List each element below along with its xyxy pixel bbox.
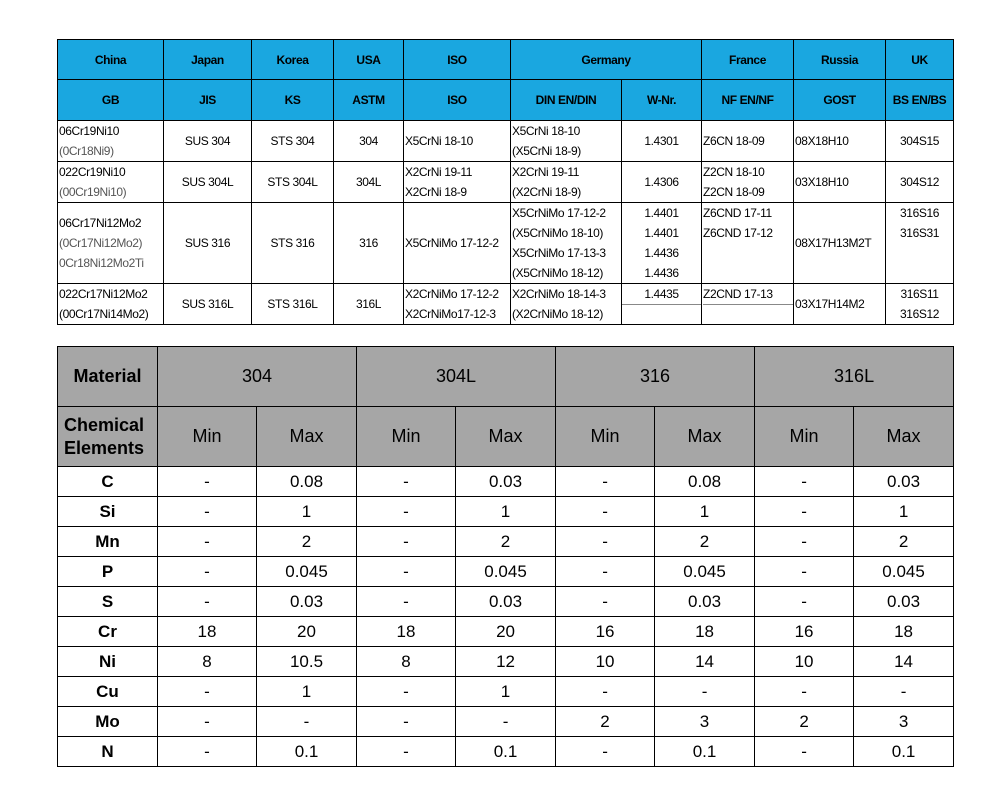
din-grade: X5CrNiMo 17-13-3 bbox=[512, 246, 606, 260]
min-value-cell: - bbox=[158, 677, 257, 707]
element-cell: Cr bbox=[58, 617, 158, 647]
min-value-cell: 16 bbox=[755, 617, 854, 647]
country-header: France bbox=[702, 40, 794, 80]
nf-cell bbox=[702, 162, 794, 203]
bs-grade: 316S11 bbox=[900, 287, 939, 301]
standard-header: GB bbox=[58, 80, 164, 121]
min-value-cell: - bbox=[755, 677, 854, 707]
max-value-cell: 0.1 bbox=[257, 737, 357, 767]
min-header: Min bbox=[158, 407, 257, 467]
standard-header: DIN EN/DIN bbox=[511, 80, 622, 121]
gb-cell bbox=[58, 284, 164, 325]
din-grade: X2CrNiMo 18-14-3 bbox=[512, 287, 606, 301]
country-header: Russia bbox=[794, 40, 886, 80]
max-value-cell: 0.08 bbox=[257, 467, 357, 497]
min-header: Min bbox=[556, 407, 655, 467]
max-header: Max bbox=[854, 407, 954, 467]
gb-old-grade: (00Cr19Ni10) bbox=[59, 185, 127, 199]
gost-cell: 08X17H13M2T bbox=[794, 203, 886, 284]
max-value-cell: 0.03 bbox=[854, 467, 954, 497]
table-row bbox=[58, 647, 954, 677]
max-value-cell: 1 bbox=[854, 497, 954, 527]
table-row bbox=[58, 557, 954, 587]
chemical-label-line: Chemical bbox=[64, 414, 145, 435]
wnr-value: 1.4401 bbox=[644, 206, 679, 220]
min-value-cell: - bbox=[556, 557, 655, 587]
min-value-cell: - bbox=[357, 467, 456, 497]
iso-cell bbox=[404, 162, 511, 203]
material-header-row bbox=[58, 347, 954, 407]
min-value-cell: - bbox=[158, 737, 257, 767]
max-value-cell: 3 bbox=[854, 707, 954, 737]
standard-header: ISO bbox=[404, 80, 511, 121]
gb-grade: 022Cr19Ni10 bbox=[59, 165, 126, 179]
element-cell: Cu bbox=[58, 677, 158, 707]
max-value-cell: 1 bbox=[456, 497, 556, 527]
nf-grade: Z2CND 17-13 bbox=[703, 284, 793, 305]
nf-grade: Z6CND 17-12 bbox=[703, 226, 773, 240]
din-grade: (X2CrNiMo 18-12) bbox=[512, 307, 603, 321]
iso-cell bbox=[404, 284, 511, 325]
ks-cell: STS 316L bbox=[252, 284, 334, 325]
max-value-cell: 0.08 bbox=[655, 467, 755, 497]
bs-grade: 316S16 bbox=[900, 206, 939, 220]
ks-cell: STS 316 bbox=[252, 203, 334, 284]
din-grade: (X5CrNiMo 18-10) bbox=[512, 226, 603, 240]
max-value-cell: 20 bbox=[456, 617, 556, 647]
country-header: UK bbox=[886, 40, 954, 80]
min-value-cell: - bbox=[158, 557, 257, 587]
min-value-cell: - bbox=[158, 707, 257, 737]
wnr-cell bbox=[622, 203, 702, 284]
table-row bbox=[58, 162, 954, 203]
nf-cell bbox=[702, 121, 794, 162]
bs-grade: 316S12 bbox=[900, 307, 939, 321]
min-value-cell: - bbox=[158, 497, 257, 527]
din-grade: (X5CrNiMo 18-12) bbox=[512, 266, 603, 280]
min-value-cell: 16 bbox=[556, 617, 655, 647]
max-value-cell: 1 bbox=[456, 677, 556, 707]
max-value-cell: 2 bbox=[456, 527, 556, 557]
iso-cell bbox=[404, 203, 511, 284]
composition-body bbox=[58, 467, 954, 767]
max-value-cell: 1 bbox=[257, 677, 357, 707]
max-value-cell: 0.1 bbox=[456, 737, 556, 767]
wnr-value: 1.4401 bbox=[644, 226, 679, 240]
max-value-cell: 18 bbox=[854, 617, 954, 647]
min-value-cell: 18 bbox=[357, 617, 456, 647]
standard-header-row bbox=[58, 80, 954, 121]
min-value-cell: - bbox=[357, 737, 456, 767]
standard-header: JIS bbox=[164, 80, 252, 121]
max-value-cell: 2 bbox=[257, 527, 357, 557]
min-header: Min bbox=[357, 407, 456, 467]
max-value-cell: 0.03 bbox=[655, 587, 755, 617]
min-value-cell: - bbox=[755, 467, 854, 497]
wnr-value: 1.4301 bbox=[644, 134, 679, 148]
max-header: Max bbox=[257, 407, 357, 467]
min-value-cell: - bbox=[357, 587, 456, 617]
nf-grade: Z2CN 18-09 bbox=[703, 185, 765, 199]
min-value-cell: - bbox=[556, 677, 655, 707]
gb-grade: 06Cr19Ni10 bbox=[59, 124, 120, 138]
iso-grade: X5CrNiMo 17-12-2 bbox=[405, 236, 499, 250]
min-value-cell: - bbox=[556, 737, 655, 767]
gb-cell bbox=[58, 121, 164, 162]
min-value-cell: 10 bbox=[556, 647, 655, 677]
wnr-value: 1.4436 bbox=[644, 266, 679, 280]
min-value-cell: 8 bbox=[158, 647, 257, 677]
table-row bbox=[58, 737, 954, 767]
gost-cell: 03X18H10 bbox=[794, 162, 886, 203]
min-value-cell: 2 bbox=[755, 707, 854, 737]
country-header: Korea bbox=[252, 40, 334, 80]
standard-header: GOST bbox=[794, 80, 886, 121]
element-cell: C bbox=[58, 467, 158, 497]
max-value-cell: 12 bbox=[456, 647, 556, 677]
max-value-cell: 14 bbox=[854, 647, 954, 677]
nf-cell bbox=[702, 284, 794, 325]
chemical-composition-table bbox=[57, 346, 954, 767]
nf-grade: Z2CN 18-10 bbox=[703, 165, 765, 179]
wnr-cell bbox=[622, 284, 702, 325]
din-grade: X5CrNiMo 17-12-2 bbox=[512, 206, 606, 220]
bs-grade: 316S31 bbox=[900, 226, 939, 240]
min-value-cell: - bbox=[755, 557, 854, 587]
max-value-cell: 2 bbox=[854, 527, 954, 557]
min-value-cell: - bbox=[357, 677, 456, 707]
max-value-cell: 20 bbox=[257, 617, 357, 647]
max-value-cell: 2 bbox=[655, 527, 755, 557]
element-cell: Si bbox=[58, 497, 158, 527]
country-header-row bbox=[58, 40, 954, 80]
jis-cell: SUS 316 bbox=[164, 203, 252, 284]
min-value-cell: - bbox=[158, 467, 257, 497]
min-value-cell: 18 bbox=[158, 617, 257, 647]
nf-cell bbox=[702, 203, 794, 284]
min-value-cell: 10 bbox=[755, 647, 854, 677]
min-value-cell: 2 bbox=[556, 707, 655, 737]
max-value-cell: 0.045 bbox=[257, 557, 357, 587]
max-value-cell: 14 bbox=[655, 647, 755, 677]
element-cell: Mo bbox=[58, 707, 158, 737]
element-cell: S bbox=[58, 587, 158, 617]
nf-grade: Z6CN 18-09 bbox=[703, 134, 765, 148]
gost-cell: 03X17H14M2 bbox=[794, 284, 886, 325]
gb-old-grade: (0Cr18Ni9) bbox=[59, 144, 114, 158]
material-label: Material bbox=[58, 347, 158, 407]
jis-cell: SUS 316L bbox=[164, 284, 252, 325]
gb-old-grade: (0Cr17Ni12Mo2) bbox=[59, 236, 143, 250]
material-header: 316L bbox=[755, 347, 954, 407]
element-cell: P bbox=[58, 557, 158, 587]
min-value-cell: - bbox=[158, 527, 257, 557]
min-value-cell: - bbox=[556, 587, 655, 617]
max-value-cell: 1 bbox=[257, 497, 357, 527]
iso-grade: X2CrNiMo17-12-3 bbox=[405, 307, 496, 321]
standard-header: ASTM bbox=[334, 80, 404, 121]
min-value-cell: - bbox=[556, 527, 655, 557]
max-value-cell: 0.045 bbox=[854, 557, 954, 587]
min-header: Min bbox=[755, 407, 854, 467]
iso-cell bbox=[404, 121, 511, 162]
wnr-value: 1.4435 bbox=[622, 284, 701, 305]
wnr-cell bbox=[622, 162, 702, 203]
element-cell: Ni bbox=[58, 647, 158, 677]
element-cell: N bbox=[58, 737, 158, 767]
jis-cell: SUS 304L bbox=[164, 162, 252, 203]
min-value-cell: - bbox=[357, 527, 456, 557]
country-header: Germany bbox=[511, 40, 702, 80]
din-cell bbox=[511, 284, 622, 325]
din-grade: X2CrNi 19-11 bbox=[512, 165, 580, 179]
table-row bbox=[58, 284, 954, 325]
country-header: Japan bbox=[164, 40, 252, 80]
wnr-value: 1.4436 bbox=[644, 246, 679, 260]
max-value-cell: 10.5 bbox=[257, 647, 357, 677]
din-grade: (X2CrNi 18-9) bbox=[512, 185, 581, 199]
max-value-cell: 0.03 bbox=[257, 587, 357, 617]
table-row bbox=[58, 707, 954, 737]
din-cell bbox=[511, 162, 622, 203]
bs-cell bbox=[886, 203, 954, 284]
nf-grade: Z6CND 17-11 bbox=[703, 206, 772, 220]
din-grade: X5CrNi 18-10 bbox=[512, 124, 580, 138]
max-value-cell: 0.03 bbox=[854, 587, 954, 617]
gb-cell bbox=[58, 203, 164, 284]
table-row bbox=[58, 587, 954, 617]
min-value-cell: - bbox=[158, 587, 257, 617]
table-row bbox=[58, 527, 954, 557]
ks-cell: STS 304L bbox=[252, 162, 334, 203]
min-value-cell: - bbox=[556, 467, 655, 497]
max-value-cell: 3 bbox=[655, 707, 755, 737]
country-header: USA bbox=[334, 40, 404, 80]
material-header: 304L bbox=[357, 347, 556, 407]
iso-grade: X2CrNiMo 17-12-2 bbox=[405, 287, 499, 301]
element-cell: Mn bbox=[58, 527, 158, 557]
bs-cell bbox=[886, 121, 954, 162]
min-value-cell: - bbox=[556, 497, 655, 527]
bs-grade: 304S12 bbox=[900, 175, 939, 189]
max-value-cell: - bbox=[456, 707, 556, 737]
astm-cell: 316L bbox=[334, 284, 404, 325]
min-value-cell: - bbox=[755, 737, 854, 767]
country-header: ISO bbox=[404, 40, 511, 80]
min-value-cell: - bbox=[755, 527, 854, 557]
max-value-cell: - bbox=[655, 677, 755, 707]
country-header: China bbox=[58, 40, 164, 80]
max-value-cell: 18 bbox=[655, 617, 755, 647]
table-row bbox=[58, 617, 954, 647]
material-header: 316 bbox=[556, 347, 755, 407]
max-header: Max bbox=[456, 407, 556, 467]
material-header: 304 bbox=[158, 347, 357, 407]
max-value-cell: - bbox=[257, 707, 357, 737]
table-row bbox=[58, 467, 954, 497]
max-value-cell: - bbox=[854, 677, 954, 707]
wnr-cell bbox=[622, 121, 702, 162]
gb-old-grade: (00Cr17Ni14Mo2) bbox=[59, 307, 149, 321]
gb-old-grade: 0Cr18Ni12Mo2Ti bbox=[59, 256, 144, 270]
gb-grade: 022Cr17Ni12Mo2 bbox=[59, 287, 148, 301]
wnr-value: 1.4306 bbox=[644, 175, 679, 189]
bs-cell bbox=[886, 284, 954, 325]
min-value-cell: - bbox=[357, 497, 456, 527]
min-value-cell: 8 bbox=[357, 647, 456, 677]
table-row bbox=[58, 497, 954, 527]
max-value-cell: 0.03 bbox=[456, 587, 556, 617]
chemical-elements-label bbox=[58, 407, 158, 467]
grade-equivalents-table bbox=[57, 39, 954, 325]
bs-grade: 304S15 bbox=[900, 134, 939, 148]
max-value-cell: 0.045 bbox=[456, 557, 556, 587]
standard-header: KS bbox=[252, 80, 334, 121]
max-value-cell: 0.1 bbox=[854, 737, 954, 767]
standard-header: W-Nr. bbox=[622, 80, 702, 121]
min-value-cell: - bbox=[357, 557, 456, 587]
iso-grade: X2CrNi 19-11 bbox=[405, 165, 473, 179]
max-value-cell: 0.03 bbox=[456, 467, 556, 497]
astm-cell: 316 bbox=[334, 203, 404, 284]
min-value-cell: - bbox=[755, 587, 854, 617]
ks-cell: STS 304 bbox=[252, 121, 334, 162]
max-value-cell: 1 bbox=[655, 497, 755, 527]
min-value-cell: - bbox=[357, 707, 456, 737]
gb-grade: 06Cr17Ni12Mo2 bbox=[59, 216, 142, 230]
jis-cell: SUS 304 bbox=[164, 121, 252, 162]
max-value-cell: 0.1 bbox=[655, 737, 755, 767]
min-value-cell: - bbox=[755, 497, 854, 527]
max-header: Max bbox=[655, 407, 755, 467]
max-value-cell: 0.045 bbox=[655, 557, 755, 587]
din-cell bbox=[511, 203, 622, 284]
gb-cell bbox=[58, 162, 164, 203]
min-max-header-row bbox=[58, 407, 954, 467]
astm-cell: 304L bbox=[334, 162, 404, 203]
table-row bbox=[58, 203, 954, 284]
bs-cell bbox=[886, 162, 954, 203]
table-row bbox=[58, 677, 954, 707]
din-grade: (X5CrNi 18-9) bbox=[512, 144, 581, 158]
din-cell bbox=[511, 121, 622, 162]
iso-grade: X5CrNi 18-10 bbox=[405, 134, 473, 148]
chemical-label-line: Elements bbox=[64, 437, 145, 458]
table-row bbox=[58, 121, 954, 162]
iso-grade: X2CrNi 18-9 bbox=[405, 185, 467, 199]
astm-cell: 304 bbox=[334, 121, 404, 162]
standard-header: NF EN/NF bbox=[702, 80, 794, 121]
gost-cell: 08X18H10 bbox=[794, 121, 886, 162]
standard-header: BS EN/BS bbox=[886, 80, 954, 121]
